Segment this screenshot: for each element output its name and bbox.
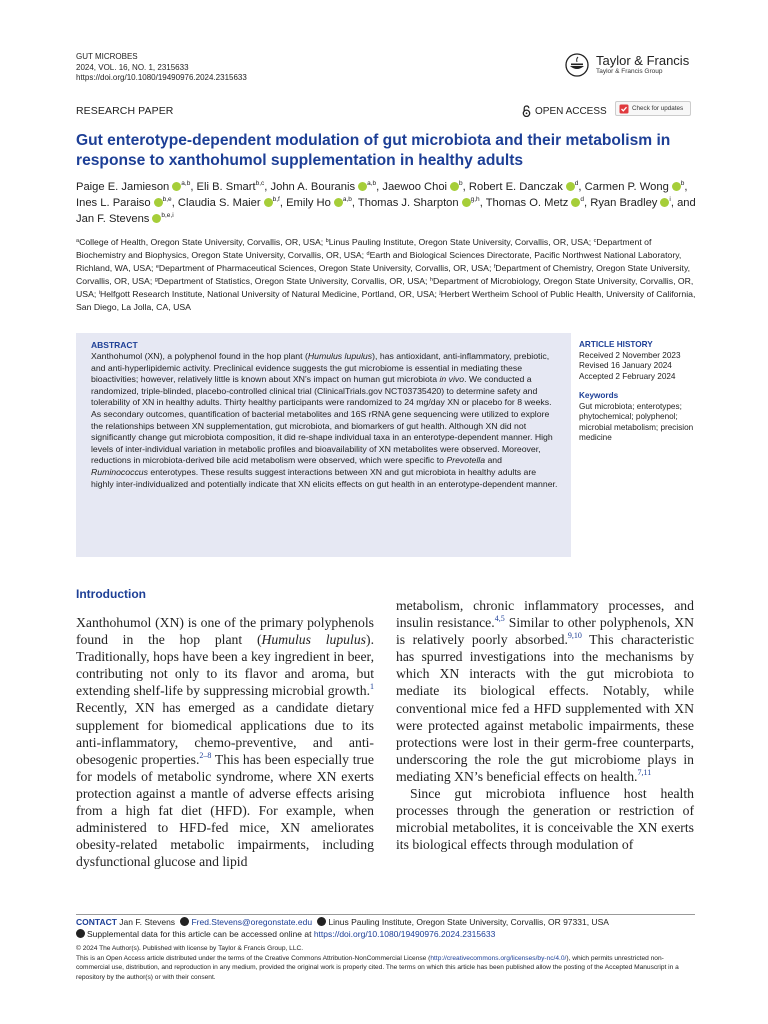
orcid-icon[interactable] xyxy=(566,182,575,191)
open-lock-icon xyxy=(522,105,531,117)
orcid-icon[interactable] xyxy=(358,182,367,191)
supplemental-text: Supplemental data for this article can be accessed online at xyxy=(87,929,314,939)
copyright-notice: © 2024 The Author(s). Published with license by Taylor & Francis Group, LLC. xyxy=(76,945,304,952)
orcid-icon[interactable] xyxy=(462,198,471,207)
italic-term: Humulus lupulus xyxy=(307,351,373,361)
orcid-icon[interactable] xyxy=(334,198,343,207)
author-name[interactable]: Ryan Bradley xyxy=(590,197,658,210)
article-history xyxy=(579,340,699,444)
affiliation-text: Helfgott Research Institute, National University of Natural Medicine, Portland, OR, USA; xyxy=(99,288,440,299)
orcid-icon[interactable] xyxy=(450,182,459,191)
contact-email-link[interactable]: Fred.Stevens@oregonstate.edu xyxy=(191,917,313,927)
journal-name: GUT MICROBES xyxy=(76,52,138,61)
body-paragraph: metabolism, chronic inflammatory processes, and insulin resistance.$^{4,5}$ Similar to other polyphenols, XN is relatively poorly absorbed.$^{9,10}$ This characteristic has spurred investigations into the mechanisms by which XN interacts with the gut microbiota to mediate its biological effects. Notably, while conventional mice fed a HFD supplemented with XN were protected against metabolic impairments, these protections were lost in their germ-free counterparts, underscoring the role the gut microbiome plays in mediating XN’s beneficial effects on health.$^{7,11}$ xyxy=(396,598,694,784)
author-affiliation-marker: i xyxy=(669,196,671,204)
open-access-badge xyxy=(522,105,607,117)
article-history-heading: ARTICLE HISTORY xyxy=(579,340,653,349)
citation-ref[interactable]: 9,10 xyxy=(567,631,582,641)
license-text: This is an Open Access article distributed under the terms of the Creative Commons Attribution-NonCommercial License ( xyxy=(76,955,431,962)
author-name[interactable]: John A. Bouranis xyxy=(270,181,356,193)
author-name[interactable]: Ines L. Paraiso xyxy=(76,197,151,210)
article-title: Gut enterotype-dependent modulation of gut microbiota and their metabolism in response to xanthohumol supplementation in healthy adults xyxy=(76,132,671,169)
author-affiliation-marker: b,c xyxy=(255,180,265,187)
article-type: RESEARCH PAPER xyxy=(76,105,174,117)
received-date: Received 2 November 2023 xyxy=(579,350,681,360)
author-affiliation-marker: b,e xyxy=(162,196,172,204)
citation-ref[interactable]: 1 xyxy=(370,682,374,692)
author-name[interactable]: Jaewoo Choi xyxy=(382,181,448,193)
orcid-icon[interactable] xyxy=(154,198,163,207)
author-affiliation-marker: b,e,i xyxy=(161,212,174,220)
affiliation-marker: g xyxy=(154,276,158,283)
body-paragraph: Since gut microbiota influence host health processes through the generation or restriction of microbial metabolites, it is conceivable the XN exerts its biological effects through modulation of xyxy=(396,786,694,853)
affiliation-text: Department of Pharmaceutical Sciences, Oregon State University, Corvallis, OR, USA; xyxy=(158,262,494,273)
supplemental-icon xyxy=(76,929,85,938)
author-name[interactable]: Emily Ho xyxy=(286,197,331,210)
supplemental-line xyxy=(76,929,495,940)
affiliation-marker: a xyxy=(76,238,80,244)
affiliation-text: Department of Microbiology, Oregon State University, Corvallis, OR, USA; xyxy=(76,275,694,299)
citation-ref[interactable]: 7,11 xyxy=(637,767,652,777)
author-affiliation-marker: b,f xyxy=(272,196,280,204)
license-notice xyxy=(76,954,696,982)
author-name[interactable]: Robert E. Danczak xyxy=(468,181,563,193)
contact-line xyxy=(76,917,609,928)
author-list: Paige E. Jamieson $^{a,b}$, Eli B. Smart$^{b,c}$, John A. Bouranis $^{a,b}$, Jaewoo Choi $^b$, Robert E. Danczak $^d$, Carmen P. Wong $^b$, Ines L. Paraiso $^{b,e}$, Claudia S. Maier $^{b,f}$, Emily Ho $^{a,b}$, Thomas J. Sharpton $^{g,h}$, Thomas O. Metz $^d$, Ryan Bradley $^i$, and Jan F. Stevens $^{b,e,i}$ xyxy=(76,180,696,226)
publisher-logo[interactable] xyxy=(564,53,689,77)
check-updates-label: Check for updates xyxy=(632,105,684,112)
affiliation-marker: h xyxy=(429,276,433,283)
affiliation-marker: f xyxy=(493,263,496,270)
author-name[interactable]: Eli B. Smart xyxy=(196,181,256,193)
author-name[interactable]: Paige E. Jamieson xyxy=(76,181,170,193)
contact-address: Linus Pauling Institute, Oregon State University, Corvallis, OR 97331, USA xyxy=(328,917,609,927)
affiliation-marker: c xyxy=(593,238,597,244)
author-affiliation-marker: a,b xyxy=(181,180,191,187)
footer-divider xyxy=(76,914,695,915)
citation-ref[interactable]: 4,5 xyxy=(494,614,505,624)
publisher-lamp-icon xyxy=(564,53,590,77)
affiliation-marker: b xyxy=(325,238,329,244)
author-affiliation-marker: a,b xyxy=(342,196,352,204)
check-updates-button[interactable] xyxy=(615,101,691,116)
introduction-heading: Introduction xyxy=(76,587,146,601)
orcid-icon[interactable] xyxy=(264,198,273,207)
author-affiliation-marker: a,b xyxy=(367,180,377,187)
author-affiliation-marker: b xyxy=(459,180,463,187)
affiliation-text: Department of Chemistry, Oregon State University, Corvallis, OR, USA; xyxy=(76,262,691,286)
journal-doi-link[interactable]: https://doi.org/10.1080/19490976.2024.2315633 xyxy=(76,73,247,82)
affiliation-marker: d xyxy=(366,250,370,257)
orcid-icon[interactable] xyxy=(172,182,181,191)
contact-label: CONTACT xyxy=(76,917,117,927)
author-affiliation-marker: d xyxy=(574,180,579,187)
revised-date: Revised 16 January 2024 xyxy=(579,361,672,370)
supplemental-link[interactable]: https://doi.org/10.1080/19490976.2024.2315633 xyxy=(313,929,496,939)
email-icon xyxy=(180,917,189,926)
italic-term: Ruminococcus xyxy=(91,466,148,477)
body-column-left: Xanthohumol (XN) is one of the primary polyphenols found in the hop plant (Humulus lupulus). Traditionally, hops have been a key ingredient in beer, contributing not only to its flavor and aroma, but extending shelf-life by suppressing microbial growth.$^1$ Recently, XN has emerged as a candidate dietary supplement for biomedical applications due to its anti-inflammatory, chemo-preventive, and anti-obesogenic properties.$^{2-8}$ This has been especially true for models of metabolic syndrome, where XN exerts protection against a mantle of adverse effects arising from a high fat diet (HFD). For example, when administered to HFD-fed mice, XN ameliorates obesity-related metabolic impairments, including dysfunctional glucose and lipid xyxy=(76,615,374,870)
author-affiliation-marker: g,h xyxy=(470,196,480,204)
publisher-group: Taylor & Francis Group xyxy=(596,68,663,75)
abstract-box xyxy=(76,333,571,557)
italic-term: Prevotella xyxy=(446,455,486,466)
author-name[interactable]: Claudia S. Maier xyxy=(177,197,261,210)
journal-meta xyxy=(76,52,247,84)
italic-term: Humulus lupulus xyxy=(261,632,367,648)
license-link[interactable]: http://creativecommons.org/licenses/by-nc/4.0/ xyxy=(430,955,567,962)
author-name[interactable]: Thomas J. Sharpton xyxy=(357,197,459,210)
affiliation-text: Herbert Wertheim School of Public Health, University of California, San Diego, La Jolla, CA, USA xyxy=(76,288,696,312)
affiliation-text: Linus Pauling Institute, Oregon State University, Corvallis, OR, USA; xyxy=(328,237,594,247)
keywords-text: Gut microbiota; enterotypes; phytochemical; polyphenol; microbial metabolism; precision medicine xyxy=(579,401,694,442)
orcid-icon[interactable] xyxy=(672,182,681,191)
publisher-name: Taylor & Francis xyxy=(596,53,690,68)
check-updates-icon xyxy=(619,104,629,114)
author-name[interactable]: Jan F. Stevens xyxy=(76,213,150,226)
affiliation-text: Department of Biochemistry and Biophysics, Oregon State University, Corvallis, OR, USA; xyxy=(76,237,652,260)
body-column-right xyxy=(396,597,694,853)
abstract-heading: ABSTRACT xyxy=(91,340,138,350)
affiliation-list xyxy=(76,236,696,313)
author-affiliation-marker: d xyxy=(580,196,585,204)
author-name[interactable]: Carmen P. Wong xyxy=(584,181,669,193)
author-affiliation-marker: b xyxy=(680,180,685,187)
affiliation-text: Department of Statistics, Oregon State University, Corvallis, OR, USA; xyxy=(157,275,430,286)
affiliation-marker: j xyxy=(439,289,441,296)
license-text-end: ), which permits unrestricted non-commercial use, distribution, and reproduction in any medium, provided the original work is properly cited. The terms on which this article has been published allow the posting of the Accepted Manuscript in a repository by the author(s) or with their consent. xyxy=(76,955,679,981)
citation-ref[interactable]: 2–8 xyxy=(199,750,212,760)
affiliation-marker: e xyxy=(155,263,159,270)
abstract-text: Xanthohumol (XN), a polyphenol found in the hop plant (Humulus lupulus), has antioxidant, anti-inflammatory, prebiotic, and anti-hyperlipidemic activity. Preclinical evidence suggests the gut microbiome is essential in mediating these bioactivities; however, relatively little is known about XN’s impact on human gut microbiota in vivo. We conducted a randomized, triple-blinded, placebo-controlled clinical trial (ClinicalTrials.gov NCT03735420) to determine safety and tolerability of XN in healthy adults. Thirty healthy participants were randomized to 24 mg/day XN or placebo for 8 weeks. As secondary outcomes, quantification of bacterial metabolites and 16S rRNA gene sequencing were utilized to explore the relationships between XN supplementation, gut microbiota, and biomarkers of gut health. Although XN did not significantly change gut microbiota composition, it did re-shape individual taxa in an enterotype-dependent manner. High levels of inter-individual variation in metabolic profiles and bioavailability of XN metabolites were observed. Moreover, reductions in microbiota-derived bile acid metabolism were observed, which were specific to Prevotella and Ruminococcus enterotypes. These results suggest interactions between XN and gut microbiota in healthy adults are highly inter-individualized and potentially indicate that XN elicits effects on gut health in an enterotype-dependent manner. xyxy=(91,351,558,489)
affiliation-text: College of Health, Oregon State University, Corvallis, OR, USA; xyxy=(79,237,326,247)
journal-volume: 2024, VOL. 16, NO. 1, 2315633 xyxy=(76,62,189,72)
author-name[interactable]: Thomas O. Metz xyxy=(485,197,569,210)
keywords-heading: Keywords xyxy=(579,391,619,400)
affiliation-marker: i xyxy=(98,289,100,296)
address-icon xyxy=(317,917,326,926)
contact-name: Jan F. Stevens xyxy=(119,917,176,927)
italic-term: in vivo xyxy=(439,374,465,385)
accepted-date: Accepted 2 February 2024 xyxy=(579,371,676,381)
affiliation-text: Earth and Biological Sciences Directorate, Pacific Northwest National Laboratory, Richland, WA, USA; xyxy=(76,249,682,273)
open-access-label: OPEN ACCESS xyxy=(535,105,607,117)
